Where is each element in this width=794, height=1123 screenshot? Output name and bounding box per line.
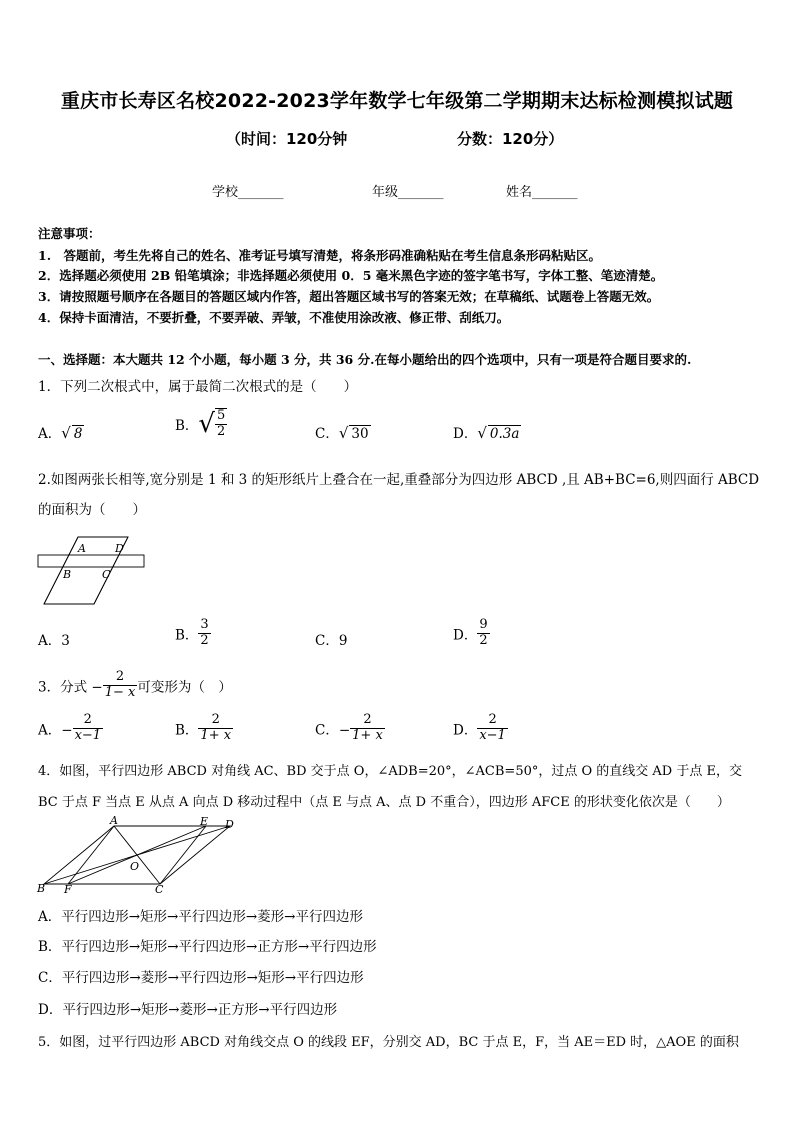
q2-stem-line1: 2.如图两张长相等,宽分别是 1 和 3 的矩形纸片上叠合在一起,重叠部分为四边形 ABCD ,且 AB+BC=6,则四面行 ABCD <box>38 472 760 488</box>
q2-figure <box>36 535 148 607</box>
q4-option-d: D．平行四边形→矩形→菱形→正方形→平行四边形 <box>38 1002 338 1018</box>
q5-stem: 5．如图，过平行四边形 ABCD 对角线交点 O 的线段 EF，分别交 AD，BC 于点 E，F，当 AE＝ED 时，△AOE 的面积 <box>38 1035 739 1050</box>
q4-figure <box>34 814 244 896</box>
q3-stem: 3．分式 − $\frac{2}{1- x}$ 可变形为（ ） <box>38 669 232 700</box>
q1-option-a: A．√ 8 <box>38 424 83 442</box>
q4-stem-line1: 4．如图，平行四边形 ABCD 对角线 AC、BD 交于点 O，∠ADB=20°，∠ACB=50°，过点 O 的直线交 AD 于点 E，交 <box>38 764 742 779</box>
line-ef <box>68 826 206 884</box>
q2-option-c: C．9 <box>315 633 348 649</box>
q2-label-a: A <box>78 542 86 555</box>
q2-label-c: C <box>102 568 111 581</box>
q4-label-c: C <box>155 883 164 896</box>
q4-label-o: O <box>130 860 140 873</box>
note-item-3: 3．请按照题号顺序在各题目的答题区域内作答，超出答题区域书写的答案无效；在草稿纸、试题卷上答题无效。 <box>38 289 660 304</box>
q3-option-a: A．− $\frac{2}{x-1}$ <box>38 712 102 743</box>
section-heading: 一、选择题：本大题共 12 个小题，每小题 3 分，共 36 分.在每小题给出的四个选项中，只有一项是符合题目要求的. <box>38 352 692 367</box>
q4-label-e: E <box>200 815 209 828</box>
q2-stem-line2: 的面积为（ ） <box>38 502 146 518</box>
horizontal-strip <box>38 555 144 567</box>
q1-option-d: D．√ 0.3a <box>453 424 520 442</box>
segment-ec <box>160 826 206 884</box>
note-item-2: 2．选择题必须使用 2B 铅笔填涂；非选择题必须使用 0．5 毫米黑色字迹的签字笔书写，字体工整、笔迹清楚。 <box>38 268 664 283</box>
q3-option-c: C．− $\frac{2}{1+ x}$ <box>315 712 383 743</box>
q1-option-b: B．√ $\frac{5}{2}$ <box>175 408 226 439</box>
exam-time: （时间：120分钟 <box>226 130 348 148</box>
name-field: 姓名_______ <box>506 185 578 200</box>
q3-option-d: D． $\frac{2}{x-1}$ <box>453 712 506 743</box>
q2-label-b: B <box>63 568 72 581</box>
page-title: 重庆市长寿区名校2022-2023学年数学七年级第二学期期末达标检测模拟试题 <box>60 90 734 112</box>
note-item-4: 4．保持卡面清洁，不要折叠，不要弄破、弄皱，不准使用涂改液、修正带、刮纸刀。 <box>38 310 510 325</box>
q4-label-a: A <box>110 814 118 827</box>
note-item-1: 1. 答题前，考生先将自己的姓名、准考证号填写清楚，将条形码准确粘贴在考生信息条形码粘贴区。 <box>38 248 602 263</box>
q4-label-b: B <box>37 882 46 895</box>
q1-option-c: C．√ 30 <box>315 424 369 442</box>
segment-af <box>68 826 114 884</box>
q2-option-a: A．3 <box>38 633 70 649</box>
q4-option-b: B．平行四边形→矩形→平行四边形→正方形→平行四边形 <box>38 939 377 955</box>
q4-stem-line2: BC 于点 F 当点 E 从点 A 向点 D 移动过程中（点 E 与点 A、点 D 不重合），四边形 AFCE 的形状变化依次是（ ） <box>38 795 730 810</box>
grade-field: 年级_______ <box>372 185 444 200</box>
q4-option-c: C．平行四边形→菱形→平行四边形→矩形→平行四边形 <box>38 970 364 986</box>
notes-heading: 注意事项： <box>38 226 101 241</box>
q2-label-d: D <box>115 542 124 555</box>
exam-score: 分数：120分） <box>457 130 564 148</box>
q4-label-f: F <box>64 883 72 896</box>
q2-option-b: B． $\frac{3}{2}$ <box>175 617 209 648</box>
q3-option-b: B． $\frac{2}{1+ x}$ <box>175 712 232 743</box>
q4-label-d: D <box>225 818 234 831</box>
q1-stem: 1．下列二次根式中，属于最简二次根式的是（ ） <box>38 379 358 395</box>
q2-option-d: D． $\frac{9}{2}$ <box>453 617 488 648</box>
q4-option-a: A．平行四边形→矩形→平行四边形→菱形→平行四边形 <box>38 909 363 925</box>
school-field: 学校_______ <box>212 185 284 200</box>
